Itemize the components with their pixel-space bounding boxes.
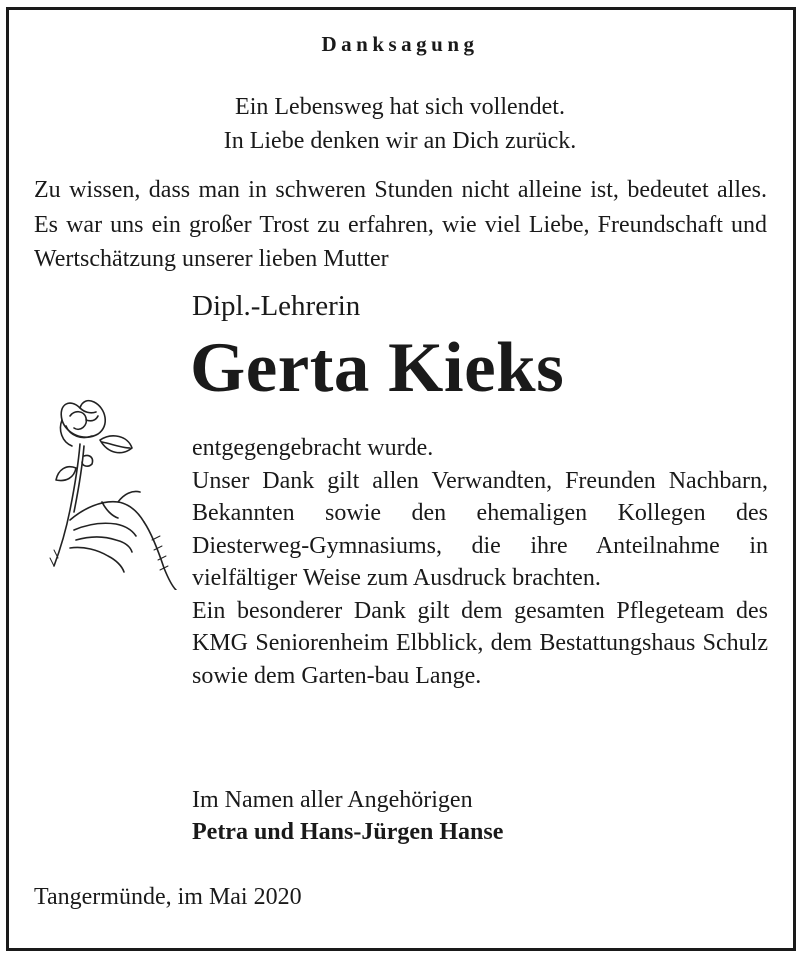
signature-names: Petra und Hans-Jürgen Hanse [192, 819, 504, 845]
motto-line-1: Ein Lebensweg hat sich vollendet. [235, 94, 565, 120]
academic-title: Dipl.-Lehrerin [192, 290, 361, 322]
body-paragraph-3: Ein besonderer Dank gilt dem gesamten Pflegeteam des KMG Seniorenheim Elbblick, dem Bestattungshaus Schulz sowie dem Garten-bau Lange. [192, 597, 768, 689]
deceased-name: Gerta Kieks [190, 329, 565, 407]
intro-paragraph: Zu wissen, dass man in schweren Stunden nicht alleine ist, bedeutet alles. Es war uns ein großer Trost zu erfahren, wie viel Liebe, Freundschaft und Wertschätzung unserer lieben Mutter [34, 177, 767, 272]
signature-line: Im Namen aller Angehörigen [192, 787, 473, 813]
thanks-body [192, 432, 768, 692]
notice-heading: Danksagung [321, 32, 479, 56]
place-date: Tangermünde, im Mai 2020 [34, 884, 302, 910]
motto-line-2: In Liebe denken wir an Dich zurück. [223, 128, 577, 154]
body-paragraph-1: entgegengebracht wurde. [192, 435, 434, 461]
body-paragraph-2: Unser Dank gilt allen Verwandten, Freunden Nachbarn, Bekannten sowie den ehemaligen Kollegen des Diesterweg-Gymnasiums, die ihre Anteilnahme in vielfältiger Weise zum Ausdruck brachten. [192, 467, 768, 591]
rose-in-hand-icon [40, 390, 190, 590]
